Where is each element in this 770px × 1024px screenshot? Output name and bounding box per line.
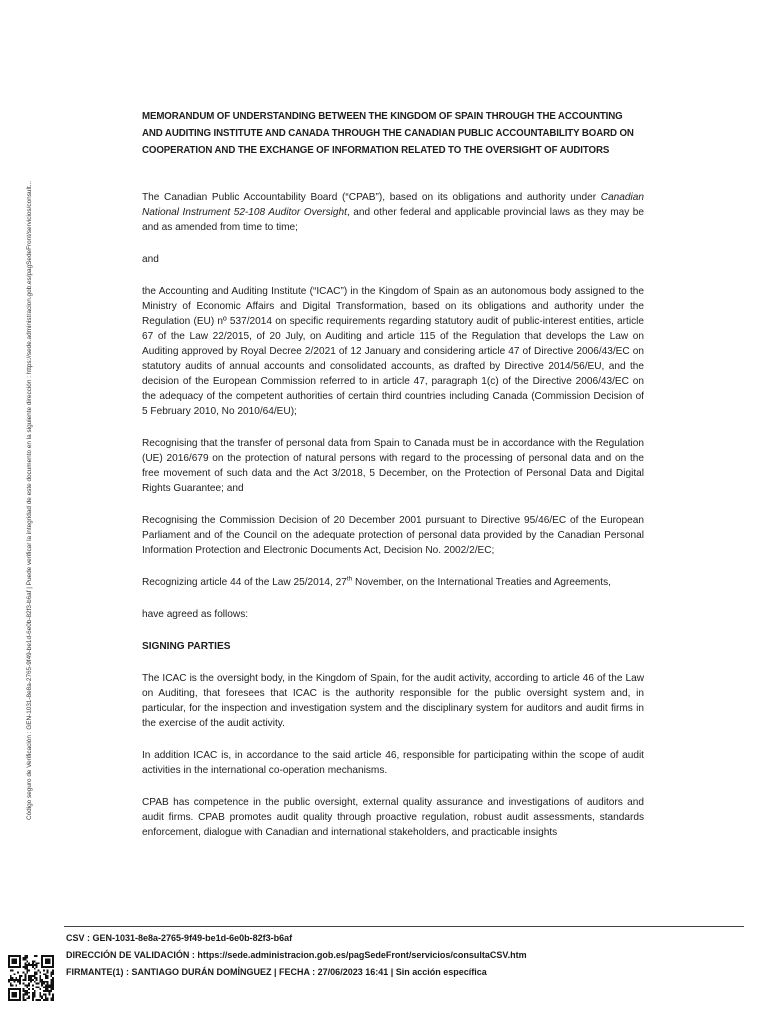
paragraph-law-part1: Recognizing article 44 of the Law 25/2014, 27	[142, 577, 347, 588]
paragraph-law-part2: November, on the International Treaties and Agreements,	[352, 577, 611, 588]
side-verification-note	[24, 90, 36, 820]
section-heading-signing-parties: SIGNING PARTIES	[142, 641, 231, 652]
side-verification-text: Código seguro de Verificación : GEN-1031-8e8a-2765-9f49-be1d-6e0b-82f3-b6af | Puede verificar la integridad de este documento en la siguiente dirección : https://sede.administracion.gob.es/pagSedeFront/servicios/consult...	[26, 181, 33, 820]
paragraph-icac-oversight: The ICAC is the oversight body, in the Kingdom of Spain, for the audit activity, according to article 46 of the Law on Auditing, that foresees that ICAC is the authority responsible for the public oversight system and, in particular, for the inspection and investigation system and the disciplinary system for auditors and audit firms in the exercise of the audit activity.	[142, 673, 644, 729]
document-title: MEMORANDUM OF UNDERSTANDING BETWEEN THE KINGDOM OF SPAIN THROUGH THE ACCOUNTING AND AUDITING INSTITUTE AND CANADA THROUGH THE CANADIAN PUBLIC ACCOUNTABILITY BOARD ON COOPERATION AND THE EXCHANGE OF INFORMATION RELATED TO THE OVERSIGHT OF AUDITORS	[142, 111, 634, 156]
paragraph-cpab-instrument: Canadian National Instrument 52-108 Auditor Oversight	[142, 192, 644, 218]
paragraph-commission-decision: Recognising the Commission Decision of 20 December 2001 pursuant to Directive 95/46/EC of the European Parliament and of the Council on the adequate protection of personal data provided by the Canadian Personal Information Protection and Electronic Documents Act, Decision No. 2002/2/EC;	[142, 515, 644, 556]
footer-csv: CSV : GEN-1031-8e8a-2765-9f49-be1d-6e0b-82f3-b6af	[66, 933, 293, 943]
paragraph-data-transfer: Recognising that the transfer of personal data from Spain to Canada must be in accordance with the Regulation (UE) 2016/679 on the protection of natural persons with regard to the processing of personal data and on the free movement of such data and the Act 3/2018, 5 December, on the Protection of Personal Data and Digital Rights Guarantee; and	[142, 438, 644, 494]
paragraph-cpab	[142, 190, 644, 235]
paragraph-icac-cooperation: In addition ICAC is, in accordance to the said article 46, responsible for participating within the scope of audit activities in the international co-operation mechanisms.	[142, 750, 644, 776]
paragraph-and: and	[142, 254, 159, 265]
document-body	[142, 108, 644, 840]
paragraph-cpab-competence: CPAB has competence in the public oversight, external quality assurance and investigations of auditors and audit firms. CPAB promotes audit quality through proactive regulation, robust audit assessments, standards enforcement, dialogue with Canadian and international stakeholders, and practicable insights	[142, 797, 644, 838]
paragraph-icac: the Accounting and Auditing Institute (“ICAC”) in the Kingdom of Spain as an autonomous body assigned to the Ministry of Economic Affairs and Digital Transformation, based on its obligations and authority under the Regulation (EU) nº 537/2014 on specific requirements regarding statutory audit of public-interest entities, article 67 of the Law 22/2015, of 20 July, on Auditing and article 115 of the Regulation that develops the Law on Auditing approved by Royal Decree 2/2021 of 12 January and considering article 47 of Directive 2006/43/EC on statutory audits of annual accounts and consolidated accounts, as drafted by Directive 2014/56/EU, and the decision of the European Commission referred to in article 47, paragraph 1(c) of the Directive 2006/43/EC on the adequacy of the competent authorities of certain third countries including Canada (Commission Decision of 5 February 2010, No 2010/64/EU);	[142, 286, 644, 417]
paragraph-cpab-part1: The Canadian Public Accountability Board (“CPAB”), based on its obligations and authority under	[142, 192, 601, 203]
paragraph-law-25-2014	[142, 575, 644, 590]
paragraph-cpab-part2: , and other federal and applicable provincial laws as they may be and as amended from time to time;	[142, 207, 644, 233]
ordinal-suffix: th	[346, 575, 353, 583]
qr-code-icon	[8, 955, 54, 1001]
footer-signer: FIRMANTE(1) : SANTIAGO DURÁN DOMÍNGUEZ | FECHA : 27/06/2023 16:41 | Sin acción específica	[66, 967, 487, 977]
footer-divider	[64, 926, 744, 927]
footer-validation-address: DIRECCIÓN DE VALIDACIÓN : https://sede.administracion.gob.es/pagSedeFront/servicios/consultaCSV.htm	[66, 950, 527, 960]
paragraph-agreed: have agreed as follows:	[142, 609, 249, 620]
footer-signature-block	[66, 930, 746, 981]
